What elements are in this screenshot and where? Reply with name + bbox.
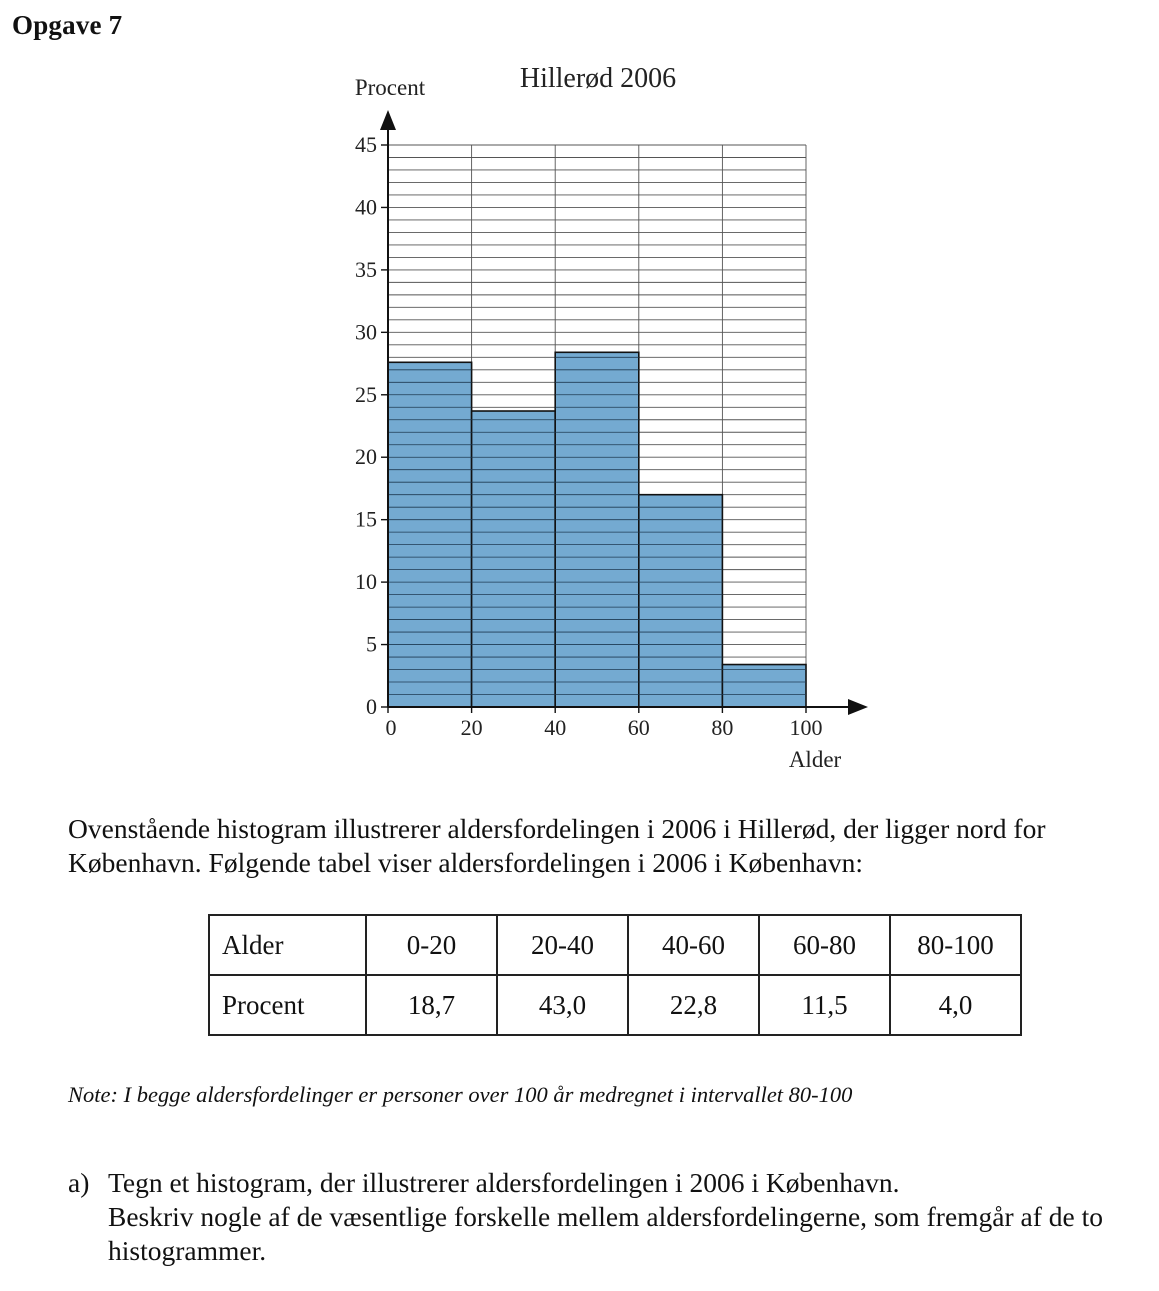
y-tick-label: 40 [355, 194, 377, 220]
table-cell: 18,7 [366, 975, 497, 1035]
y-tick-label: 5 [366, 631, 377, 657]
y-tick-label: 30 [355, 319, 377, 345]
copenhagen-age-table [208, 914, 1022, 1036]
y-axis-arrow [380, 110, 396, 130]
x-tick-label: 100 [789, 715, 823, 740]
y-tick-label: 25 [355, 381, 377, 407]
y-axis-label: Procent [354, 75, 426, 100]
question-label: a) [68, 1167, 90, 1198]
table-header-cell: 20-40 [497, 915, 628, 975]
x-axis-arrow [848, 699, 868, 715]
table-row [209, 975, 1021, 1035]
bars [388, 352, 806, 707]
table-header-cell: 80-100 [890, 915, 1021, 975]
note-text: Note: I begge aldersfordelinger er personer over 100 år medregnet i intervallet 80-100 [68, 1082, 853, 1107]
y-tick-label: 15 [355, 506, 377, 532]
histogram-bar [639, 495, 723, 707]
histogram-bar [388, 362, 472, 707]
x-tick-label: 20 [460, 715, 483, 740]
x-tick-labels [386, 715, 823, 740]
y-tick-label: 35 [355, 256, 377, 282]
question-line-2: Beskriv nogle af de væsentlige forskelle mellem aldersfordelingerne, som fremgår af de to histogrammer. [108, 1201, 1104, 1266]
table-cell: 11,5 [759, 975, 890, 1035]
y-tick-label: 20 [355, 444, 377, 470]
x-tick-label: 40 [544, 715, 567, 740]
task-heading: Opgave 7 [12, 10, 123, 40]
table-row-label: Procent [209, 975, 366, 1035]
y-tick-label: 0 [366, 694, 377, 719]
chart-title: Hillerød 2006 [519, 63, 677, 94]
intro-paragraph: Ovenstående histogram illustrerer aldersfordelingen i 2006 i Hillerød, der ligger nord for København. Følgende tabel viser aldersfordelingen i 2006 i København: [68, 813, 1046, 878]
x-tick-label: 0 [385, 715, 397, 740]
table-cell: 4,0 [890, 975, 1021, 1035]
table-cell: 43,0 [497, 975, 628, 1035]
question-text [108, 1166, 1153, 1268]
histogram-bar [555, 352, 639, 707]
x-tick-label: 80 [711, 715, 734, 740]
y-tick-label: 10 [355, 569, 377, 595]
question-line-1: Tegn et histogram, der illustrerer aldersfordelingen i 2006 i København. [108, 1167, 900, 1198]
y-tick-label: 45 [355, 132, 377, 157]
x-axis-label: Alder [788, 747, 842, 772]
histogram-bar [472, 411, 556, 707]
histogram-bar [722, 665, 806, 707]
table-cell: 22,8 [628, 975, 759, 1035]
table-header-cell: 0-20 [366, 915, 497, 975]
table-header-cell: 60-80 [759, 915, 890, 975]
table-header-row [209, 915, 1021, 975]
x-tick-label: 60 [627, 715, 650, 740]
y-tick-labels [355, 132, 377, 719]
table-header-label: Alder [209, 915, 366, 975]
table-header-cell: 40-60 [628, 915, 759, 975]
